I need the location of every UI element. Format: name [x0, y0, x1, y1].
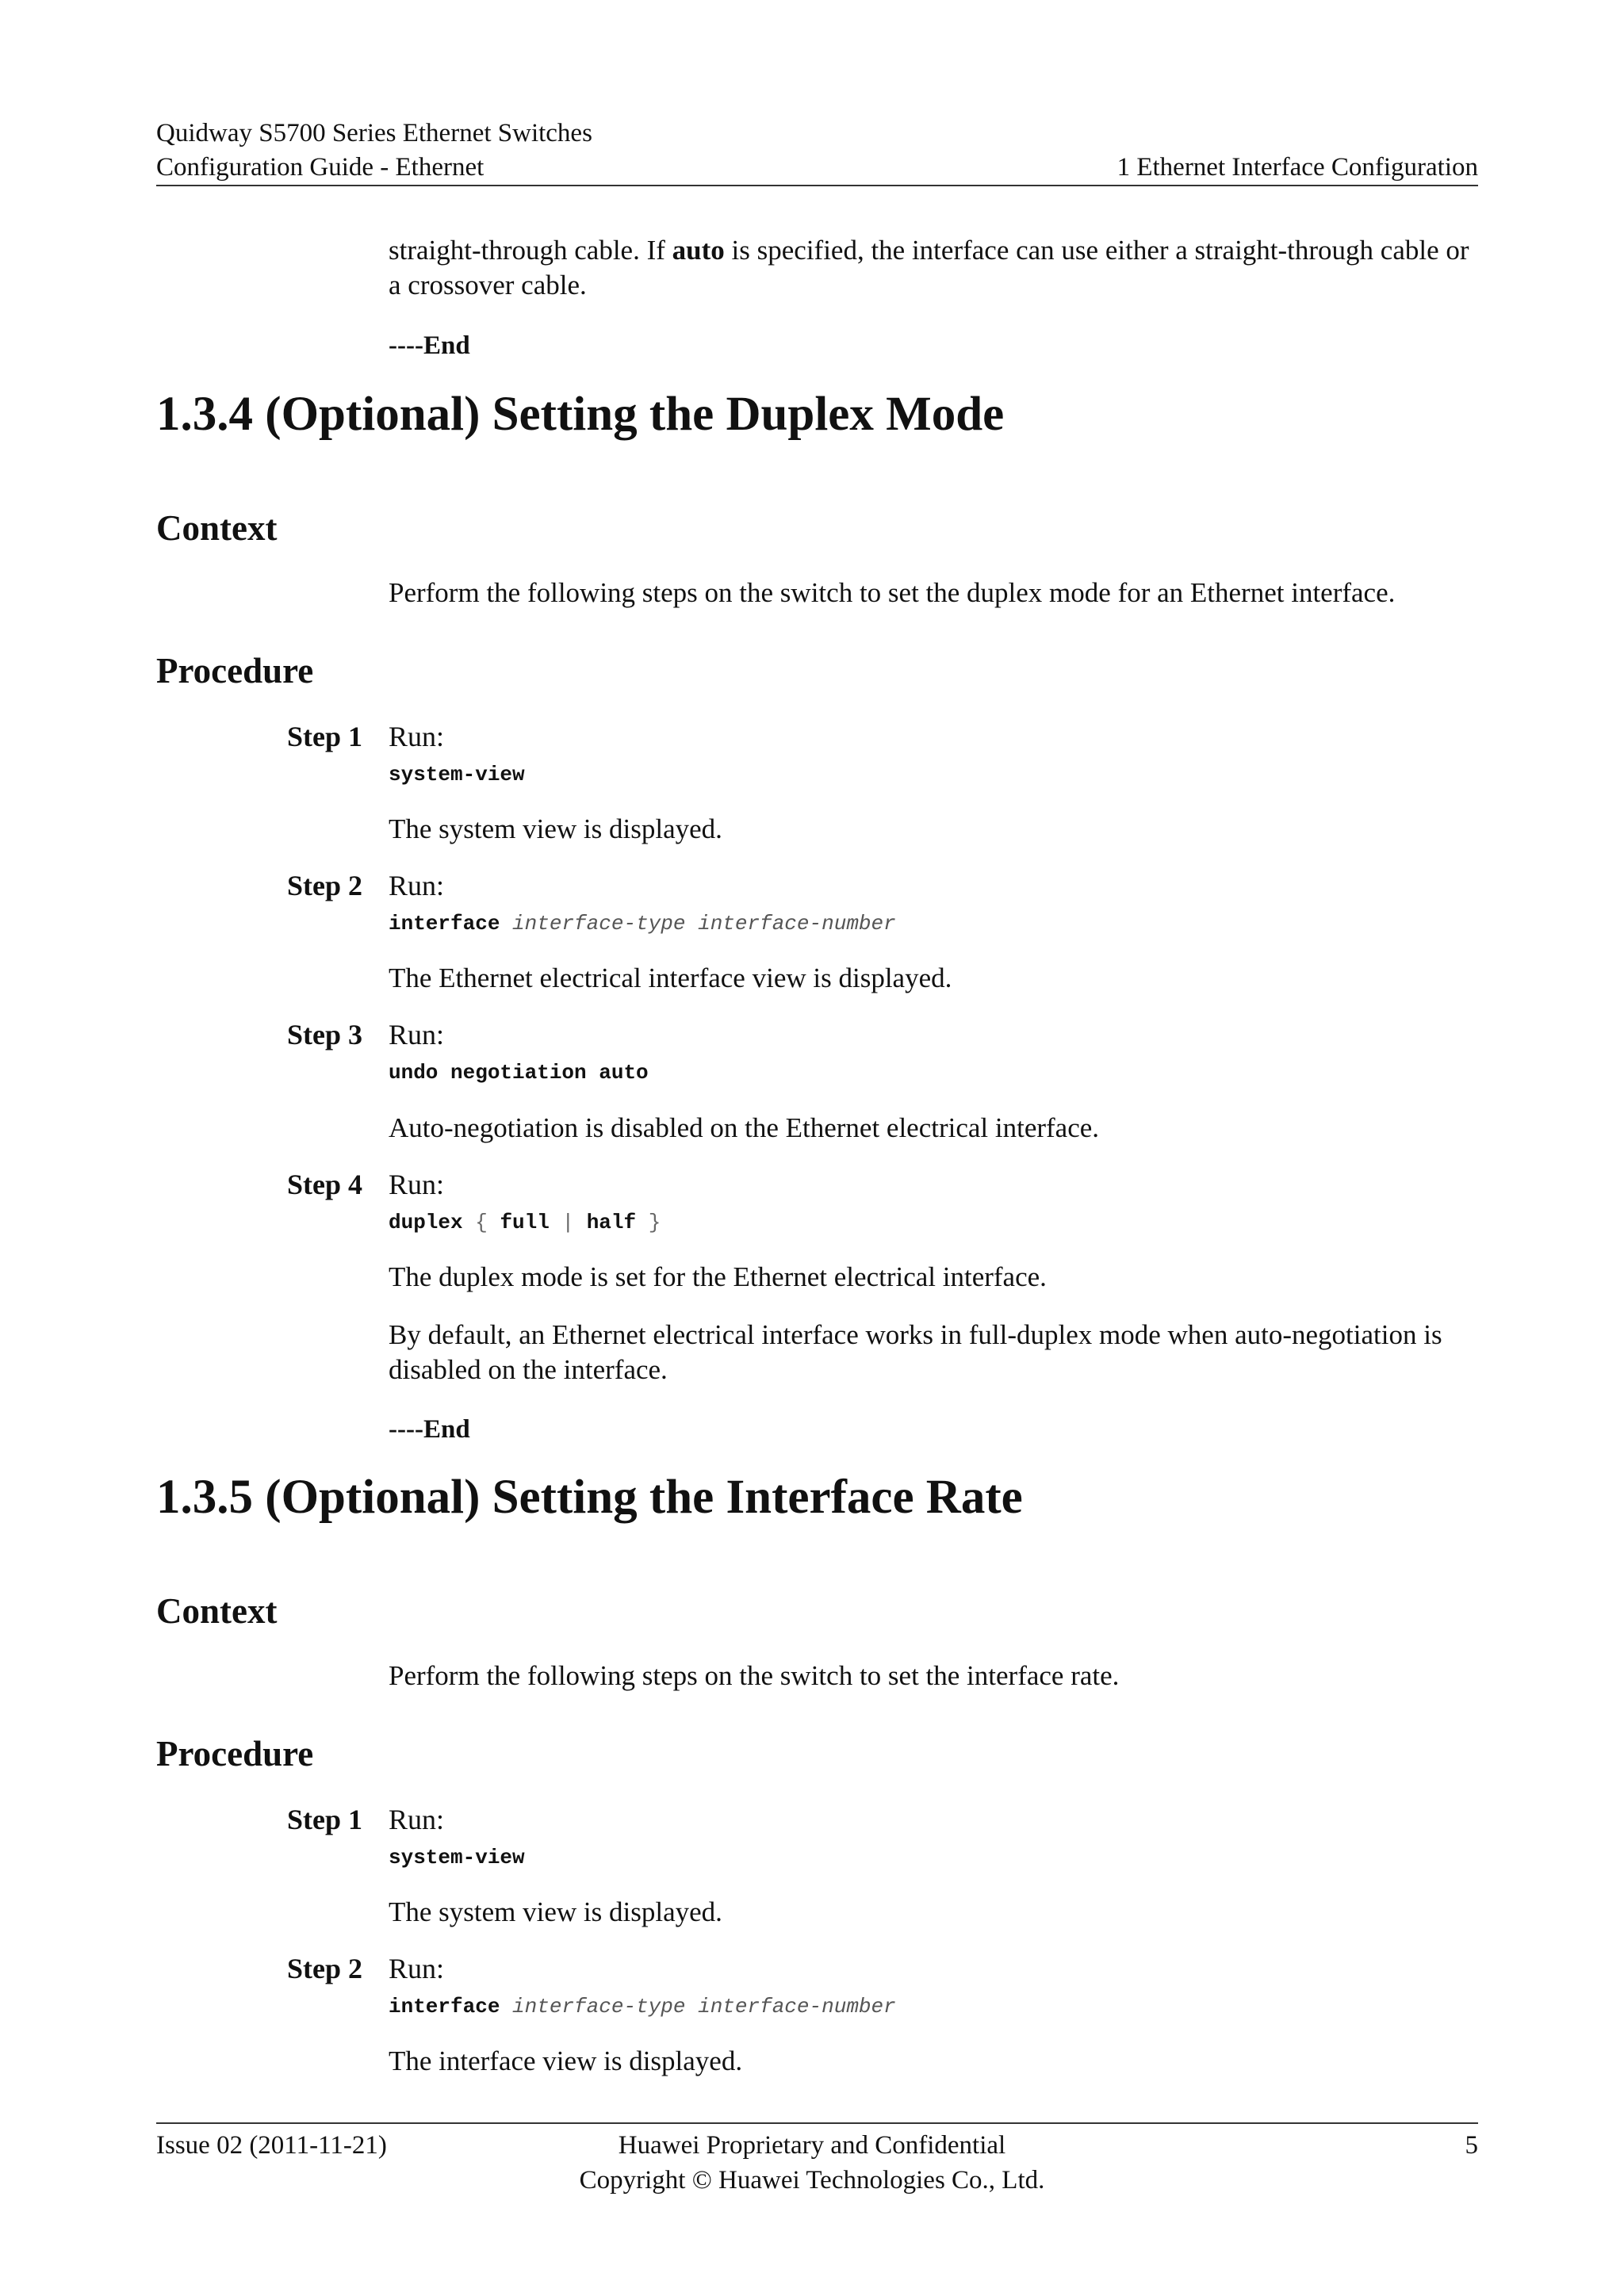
- step-description: The duplex mode is set for the Ethernet electrical interface.: [389, 1261, 1047, 1292]
- command-line: system-view: [389, 1846, 525, 1869]
- procedure-heading: Procedure: [156, 651, 314, 691]
- procedure-heading: Procedure: [156, 1734, 314, 1774]
- command-line: interface interface-type interface-number: [389, 1995, 896, 2019]
- step-description: The system view is displayed.: [389, 1896, 722, 1927]
- header-product: Quidway S5700 Series Ethernet Switches: [156, 119, 592, 147]
- context-text: Perform the following steps on the switch to set the interface rate.: [389, 1660, 1120, 1691]
- context-heading: Context: [156, 1591, 278, 1631]
- page-number: 5: [1465, 2131, 1478, 2160]
- step-label: Step 1: [287, 1804, 363, 1835]
- command-line: duplex { full | half }: [389, 1211, 661, 1234]
- context-heading: Context: [156, 508, 278, 548]
- run-label: Run:: [389, 1804, 445, 1835]
- footer-issue: Issue 02 (2011-11-21): [156, 2131, 387, 2160]
- run-label: Run:: [389, 870, 445, 901]
- footer-copyright: Copyright © Huawei Technologies Co., Ltd.: [579, 2166, 1045, 2195]
- run-label: Run:: [389, 721, 445, 752]
- step-description: The interface view is displayed.: [389, 2045, 743, 2076]
- run-label: Run:: [389, 1953, 445, 1984]
- intro-paragraph: straight-through cable. If auto is specified, the interface can use either a straight-through cable or a crossover cable.: [389, 235, 1469, 300]
- step-label: Step 4: [287, 1169, 363, 1200]
- end-marker: ----End: [389, 331, 470, 360]
- step-label: Step 2: [287, 870, 363, 901]
- header-divider: [156, 185, 1478, 186]
- header-row: [156, 153, 1478, 182]
- footer-confidential: Huawei Proprietary and Confidential: [618, 2131, 1006, 2160]
- step-note: By default, an Ethernet electrical interface works in full-duplex mode when auto-negotiation is disabled on the interface.: [389, 1319, 1442, 1385]
- step-label: Step 1: [287, 721, 363, 752]
- step-label: Step 2: [287, 1953, 363, 1984]
- run-label: Run:: [389, 1019, 445, 1050]
- step-description: The Ethernet electrical interface view is displayed.: [389, 962, 952, 993]
- intro-bold-keyword: auto: [672, 235, 725, 266]
- context-text: Perform the following steps on the switch to set the duplex mode for an Ethernet interface.: [389, 577, 1396, 608]
- run-label: Run:: [389, 1169, 445, 1200]
- step-description: The system view is displayed.: [389, 813, 722, 844]
- section-heading: 1.3.4 (Optional) Setting the Duplex Mode: [156, 388, 1005, 441]
- footer-divider: [156, 2122, 1478, 2124]
- end-marker: ----End: [389, 1415, 470, 1444]
- section-heading: 1.3.5 (Optional) Setting the Interface Rate: [156, 1471, 1023, 1524]
- command-line: interface interface-type interface-number: [389, 912, 896, 936]
- step-label: Step 3: [287, 1019, 363, 1050]
- header-chapter: 1 Ethernet Interface Configuration: [1116, 153, 1478, 182]
- header-guide: Configuration Guide - Ethernet: [156, 153, 485, 182]
- command-line: system-view: [389, 763, 525, 786]
- step-description: Auto-negotiation is disabled on the Ethernet electrical interface.: [389, 1112, 1100, 1143]
- command-line: undo negotiation auto: [389, 1061, 649, 1085]
